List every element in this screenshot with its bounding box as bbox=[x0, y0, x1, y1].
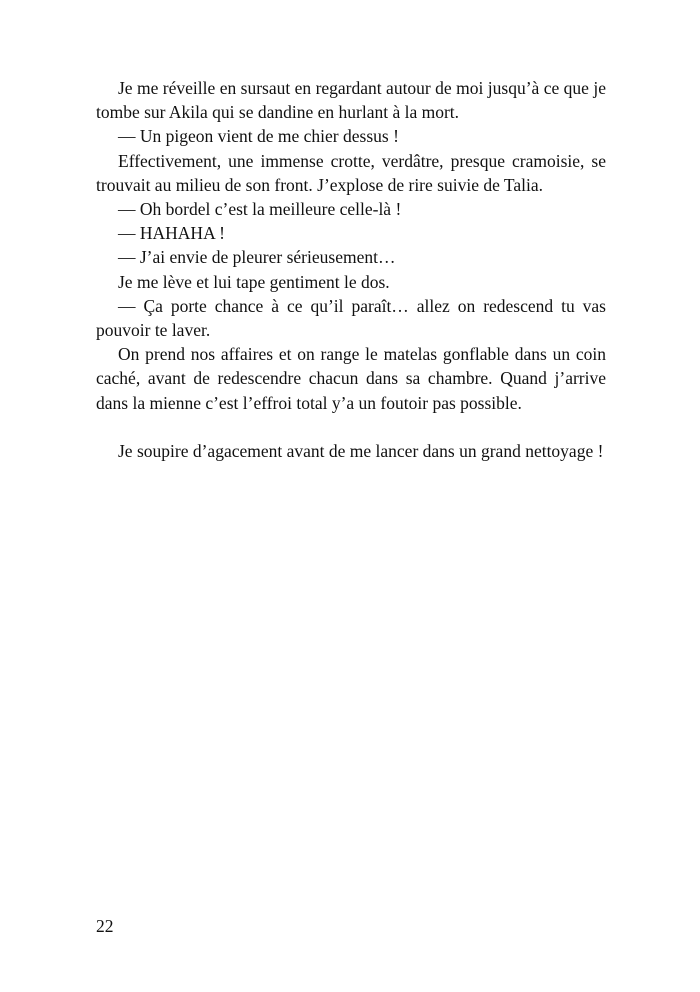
paragraph: Effectivement, une immense crotte, verdâtre, presque cramoisie, se trouvait au milieu de son front. J’explose de rire suivie de Talia. bbox=[96, 150, 606, 195]
body-text bbox=[96, 76, 606, 463]
final-paragraph: Je soupire d’agacement avant de me lancer dans un grand nettoyage ! bbox=[118, 441, 604, 462]
dialogue-line: — Ça porte chance à ce qu’il paraît… allez on redescend tu vas pouvoir te laver. bbox=[96, 295, 606, 341]
paragraph: On prend nos affaires et on range le matelas gonflable dans un coin caché, avant de redescendre chacun dans sa chambre. Quand j’arrive dans la mienne c’est l’effroi total y’a un foutoir pas possible. bbox=[96, 344, 606, 413]
paragraph: Je me lève et lui tape gentiment le dos. bbox=[118, 271, 390, 292]
paragraph-gap bbox=[96, 415, 606, 439]
page-number: 22 bbox=[96, 916, 114, 936]
dialogue-line: — Oh bordel c’est la meilleure celle-là ! bbox=[118, 199, 402, 220]
paragraph: Je me réveille en sursaut en regardant autour de moi jusqu’à ce que je tombe sur Akila qui se dandine en hurlant à la mort. bbox=[96, 78, 606, 123]
dialogue-line: — J’ai envie de pleurer sérieusement… bbox=[118, 247, 396, 268]
dialogue-line: — Un pigeon vient de me chier dessus ! bbox=[118, 126, 399, 147]
dialogue-line: — HAHAHA ! bbox=[118, 223, 225, 244]
